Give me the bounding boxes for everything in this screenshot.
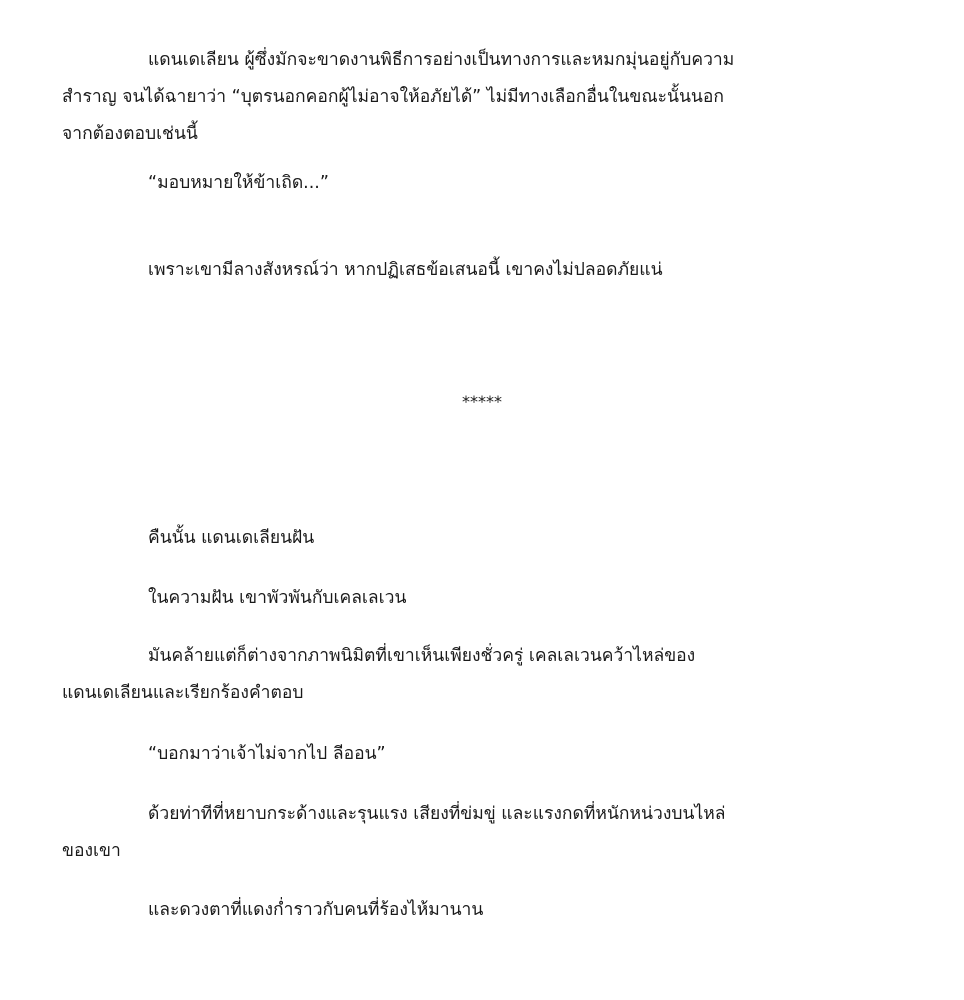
paragraph-1-line-2: สำราญ จนได้ฉายาว่า “บุตรนอกคอกผู้ไม่อาจให้อภัยได้” ไม่มีทางเลือกอื่นในขณะนั้นนอก [62, 87, 724, 107]
paragraph-7: “บอกมาว่าเจ้าไม่จากไป ลีออน” [148, 744, 386, 764]
paragraph-1-line-3: จากต้องตอบเช่นนี้ [62, 124, 198, 144]
paragraph-8-line-2: ของเขา [62, 841, 121, 861]
paragraph-6-line-1: มันคล้ายแต่ก็ต่างจากภาพนิมิตที่เขาเห็นเพียงชั่วครู่ เคลเลเวนคว้าไหล่ของ [148, 646, 696, 666]
paragraph-2: “มอบหมายให้ข้าเถิด...” [148, 173, 329, 193]
paragraph-9: และดวงตาที่แดงก่ำราวกับคนที่ร้องไห้มานาน [148, 900, 484, 920]
paragraph-6-line-2: แดนเดเลียนและเรียกร้องคำตอบ [62, 683, 304, 703]
paragraph-1-line-1: แดนเดเลียน ผู้ซึ่งมักจะขาดงานพิธีการอย่างเป็นทางการและหมกมุ่นอยู่กับความ [148, 50, 735, 70]
paragraph-4: คืนนั้น แดนเดเลียนฝัน [148, 528, 315, 548]
scene-break: ***** [462, 392, 502, 411]
paragraph-8-line-1: ด้วยท่าทีที่หยาบกระด้างและรุนแรง เสียงที่ข่มขู่ และแรงกดที่หนักหน่วงบนไหล่ [148, 804, 726, 824]
paragraph-3: เพราะเขามีลางสังหรณ์ว่า หากปฏิเสธข้อเสนอนี้ เขาคงไม่ปลอดภัยแน่ [148, 260, 663, 280]
paragraph-5: ในความฝัน เขาพัวพันกับเคลเลเวน [148, 588, 407, 608]
